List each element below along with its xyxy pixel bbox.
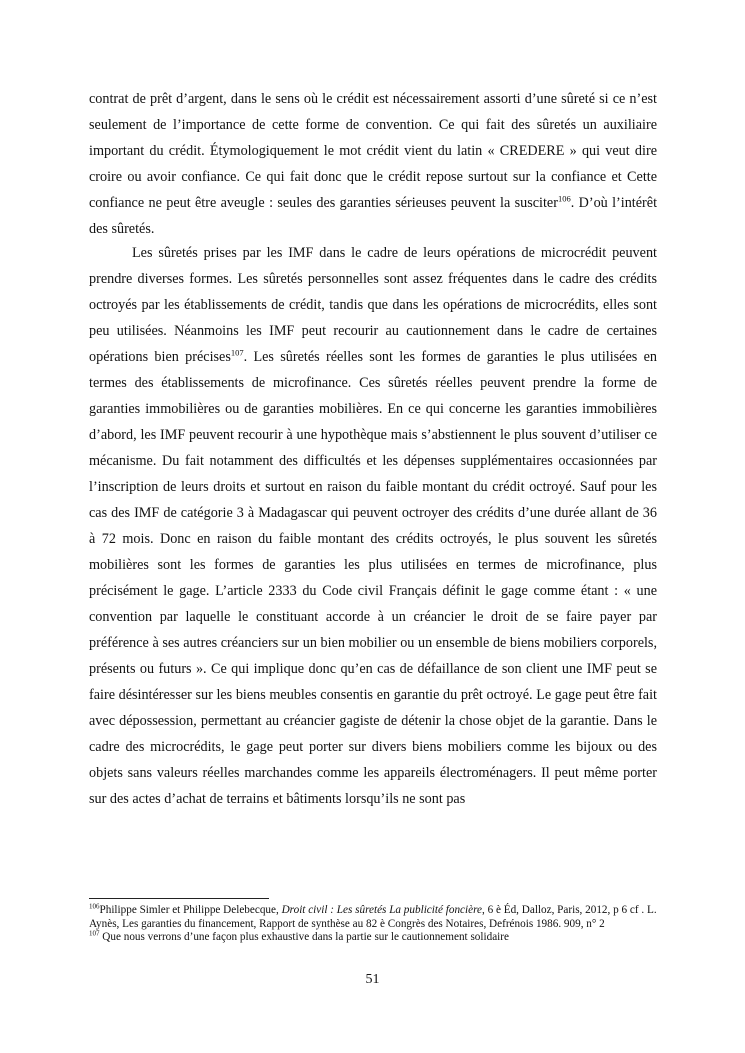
- footnote-text: Que nous verrons d’une façon plus exhaustive dans la partie sur le cautionnement solidaire: [99, 931, 509, 943]
- footnote-107: [89, 931, 659, 945]
- page-number: 51: [365, 972, 380, 987]
- paragraph-1-text: contrat de prêt d’argent, dans le sens où le crédit est nécessairement assorti d’une sûreté si ce n’est seulement de l’importance de cette forme de convention. Ce qui fait des sûretés un auxiliaire important du crédit. Étymologiquement le mot crédit vient du latin « CREDERE » qui veut dire croire ou avoir confiance. Ce qui fait donc que le crédit repose surtout sur la confiance et Cette confiance ne peut être aveugle : seules des garanties sérieuses peuvent la susciter: [89, 91, 657, 211]
- paragraph-1-text-end: . D’où l’intérêt des sûretés.: [89, 195, 658, 237]
- footnotes: [89, 904, 659, 945]
- footnote-details: , 6 è Éd, Dalloz, Paris, 2012, p 6 cf . L. Aynès, Les garanties du financement, Rapport de synthèse au 82 è Congrès des Notaires, Defrénois 1986. 909, n° 2: [89, 904, 657, 930]
- footnote-separator: [89, 898, 269, 899]
- footnote-authors: Philippe Simler et Philippe Delebecque,: [99, 904, 282, 916]
- footnote-title: Droit civil : Les sûretés La publicité foncière: [281, 904, 482, 916]
- footnote-number: 106: [89, 902, 100, 911]
- body-paragraph-2: [89, 240, 657, 812]
- paragraph-2-text-end: . Les sûretés réelles sont les formes de garanties le plus utilisées en termes des établissements de microfinance. Ces sûretés réelles peuvent prendre la forme de garanties immobilières ou de garanties mobilières. En ce qui concerne les garanties immobilières d’abord, les IMF peuvent recourir à une hypothèque mais s’abstiennent le plus souvent d’utiliser ce mécanisme. Du fait notamment des difficultés et les dépenses supplémentaires occasionnées par l’inscription de leurs droits et surtout en raison du faible montant du crédit octroyé. Sauf pour les cas des IMF de catégorie 3 à Madagascar qui peuvent octroyer des crédits d’une durée allant de 36 à 72 mois. Donc en raison du faible montant des crédits octroyés, le plus souvent les sûretés mobilières sont les formes de garanties les plus utilisées en termes de microfinance, plus précisément le gage. L’article 2333 du Code civil Français définit le gage comme étant : « une convention par laquelle le constituant accorde à un créancier le droit de se faire payer par préférence à ses autres créanciers sur un bien mobilier ou un ensemble de biens mobiliers corporels, présents ou futurs ». Ce qui implique donc qu’en cas de défaillance de son client une IMF peut se faire désintéresser sur les biens meubles consentis en garantie du prêt octroyé. Le gage peut être fait avec dépossession, permettant au créancier gagiste de détenir la chose objet de la garantie. Dans le cadre des microcrédits, le gage peut porter sur divers biens mobiliers comme les bijoux ou des objets sans valeurs réelles marchandes comme les appareils électroménagers. Il peut même porter sur des actes d’achat de terrains et bâtiments lorsqu’ils ne sont pas: [89, 349, 658, 807]
- footnote-ref-106: 106: [557, 193, 571, 204]
- footnote-number: 107: [89, 929, 100, 938]
- footnote-106: [89, 904, 659, 931]
- footnote-ref-107: 107: [230, 347, 244, 358]
- paragraph-2-text: Les sûretés prises par les IMF dans le cadre de leurs opérations de microcrédit peuvent prendre diverses formes. Les sûretés personnelles sont assez fréquentes dans le cadre des crédits octroyés par les établissements de crédit, tandis que dans les opérations de microcrédits, elles sont peu utilisées. Néanmoins les IMF peut recourir au cautionnement dans le cadre de certaines opérations bien précises: [89, 245, 657, 365]
- body-paragraph-1: [89, 86, 657, 242]
